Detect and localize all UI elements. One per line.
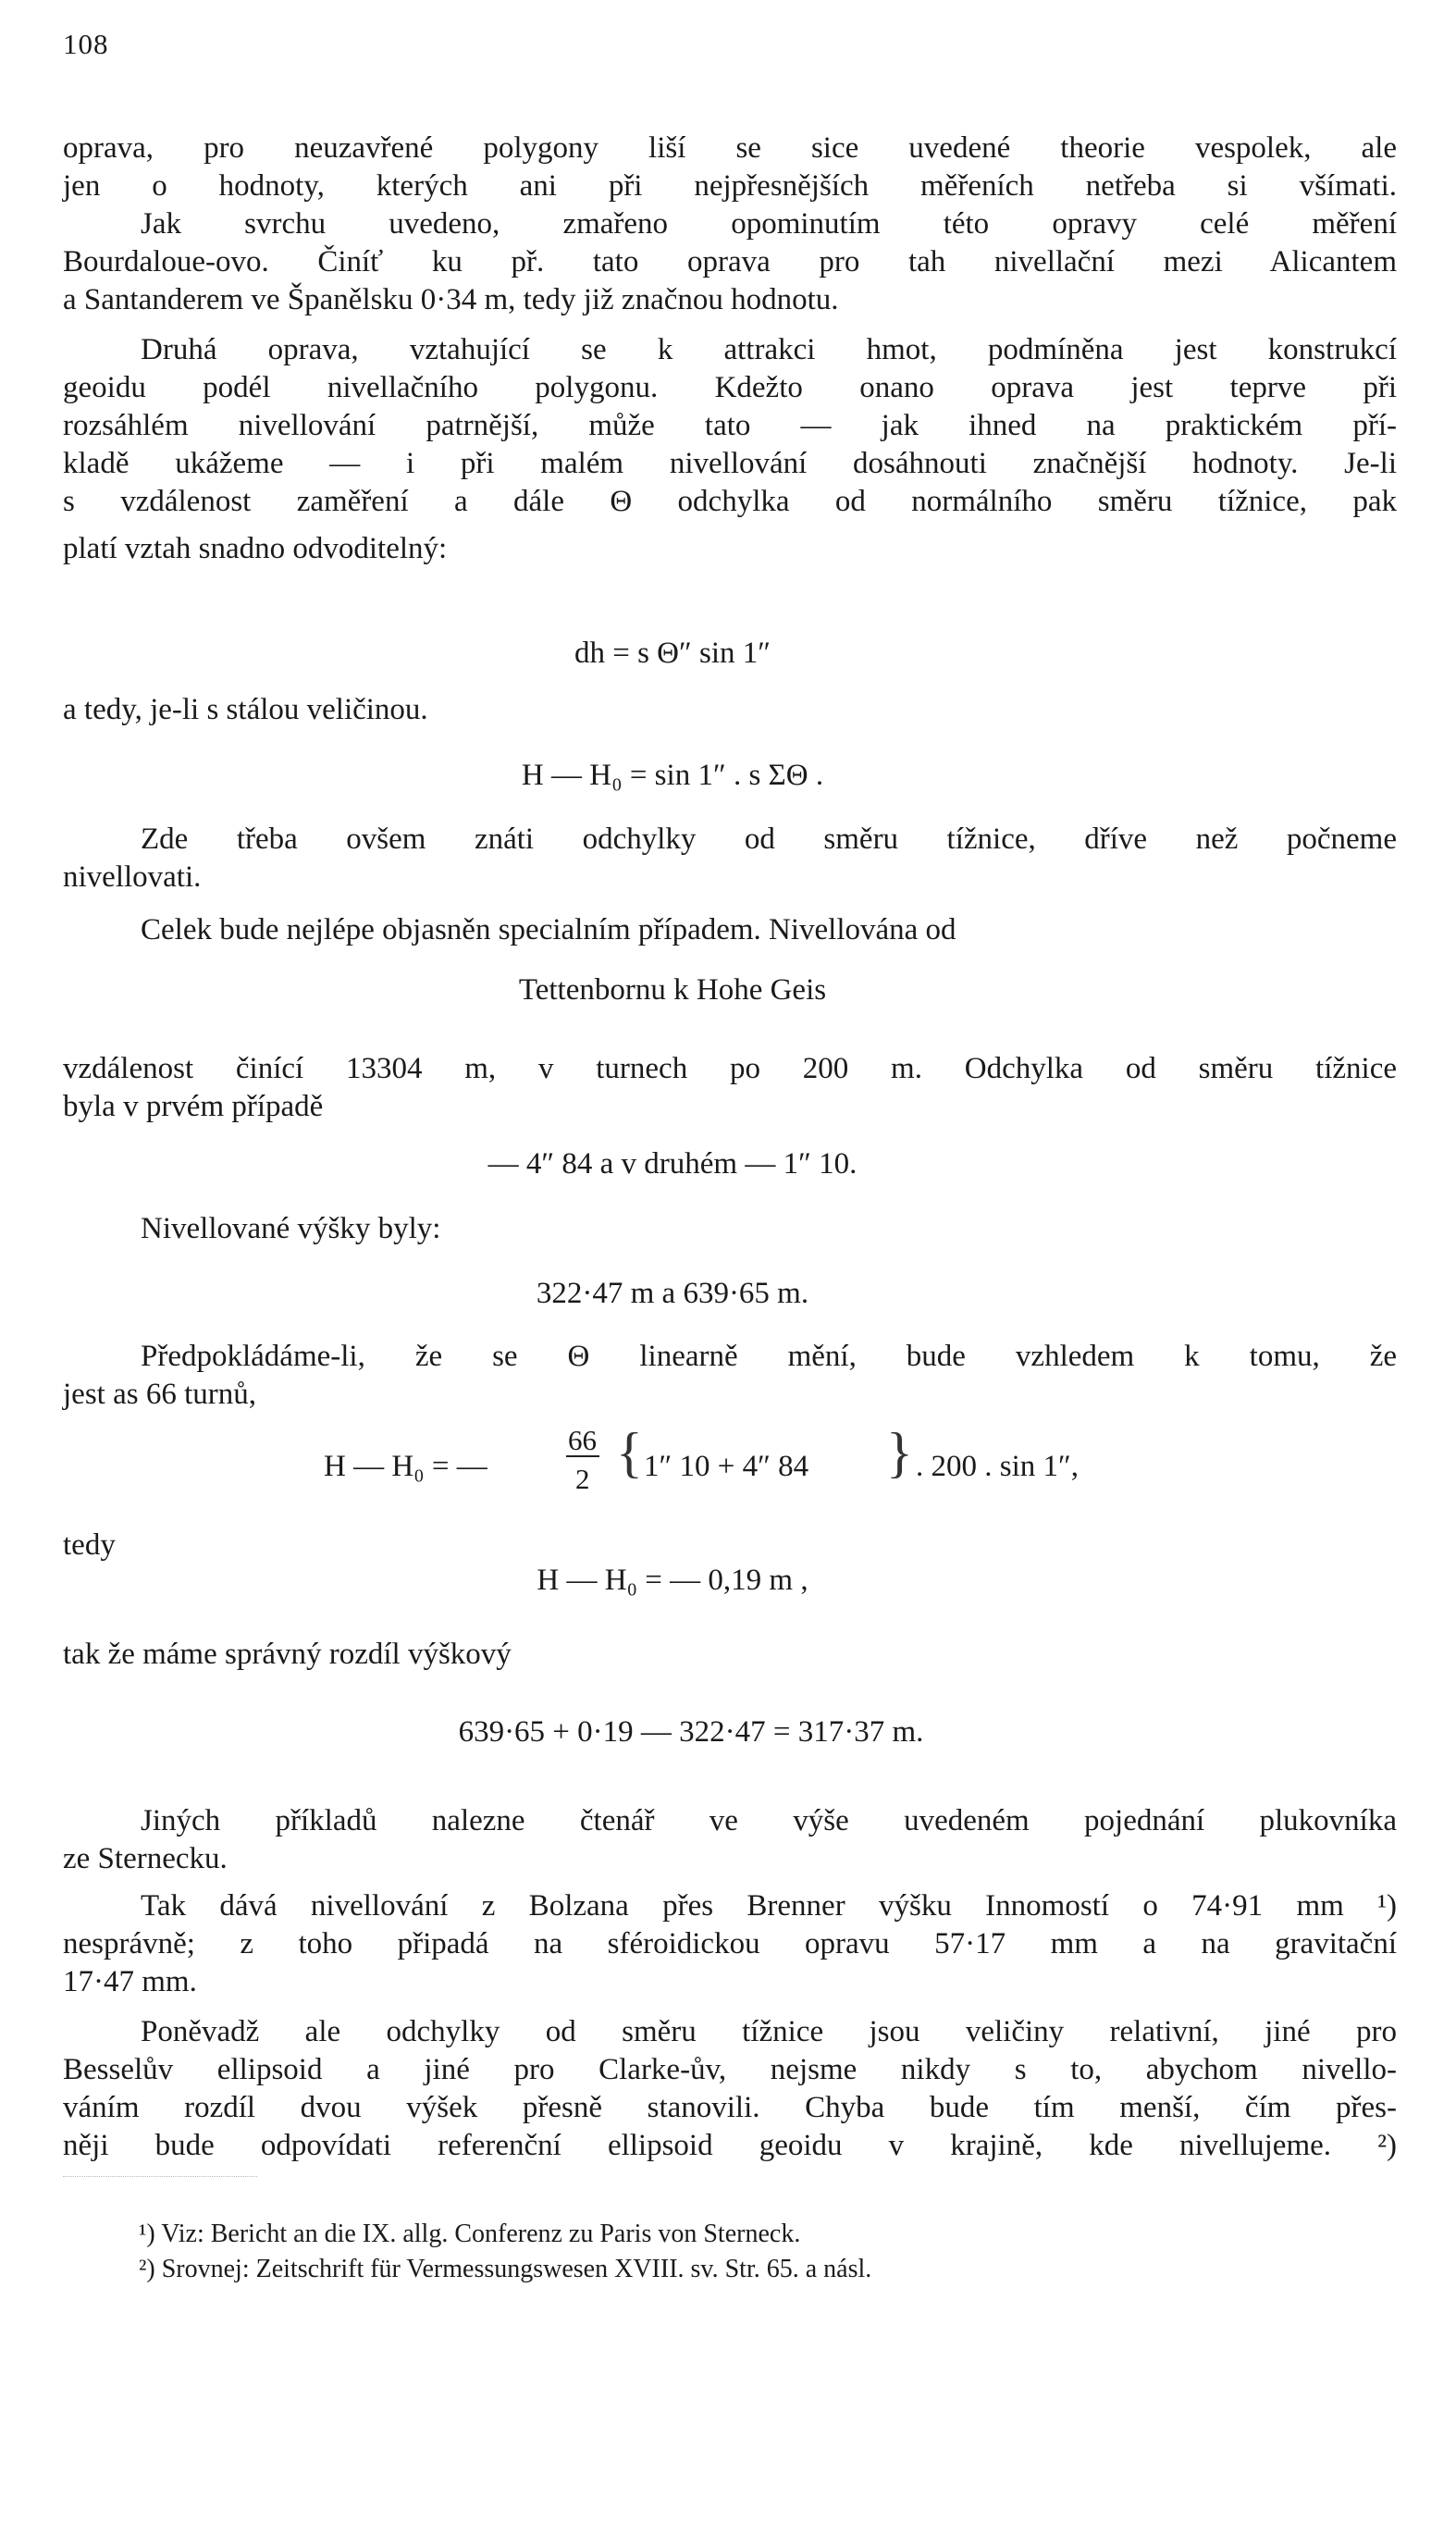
text-line: Nivellované výšky byly:	[141, 1212, 441, 1245]
text-line: tedy	[63, 1528, 116, 1562]
brace-inner: 1″ 10 + 4″ 84	[644, 1450, 809, 1483]
deviation-values: — 4″ 84 a v druhém — 1″ 10.	[487, 1147, 858, 1181]
text-line: něji bude odpovídati referenční ellipsoid geoidu v krajině, kde nivellujeme. ²)	[63, 2129, 1397, 2162]
text-line: rozsáhlém nivellování patrnější, může tato — jak ihned na praktickém pří-	[63, 409, 1397, 442]
text-line: Bourdaloue-ovo. Činíť ku př. tato oprava pro tah nivellační mezi Alicantem	[63, 245, 1397, 278]
equation: 639·65 + 0·19 — 322·47 = 317·37 m.	[458, 1715, 924, 1749]
text-line: a Santanderem ve Španělsku 0·34 m, tedy již značnou hodnotu.	[63, 283, 839, 316]
text-line: jen o hodnoty, kterých ani při nejpřesnějších měřeních netřeba si všímati.	[63, 169, 1397, 203]
equation: H — H₀ = — 0,19 m ,	[537, 1564, 808, 1597]
equation: H — H₀ = sin 1″ . s ΣΘ .	[521, 759, 824, 792]
height-values: 322·47 m a 639·65 m.	[536, 1277, 809, 1310]
footnote-separator	[63, 2176, 257, 2177]
text-line: nivellovati.	[63, 860, 202, 894]
fraction-denominator: 2	[575, 1463, 590, 1495]
footnote-1: ¹) Viz: Bericht an die IX. allg. Conferenz zu Paris von Sterneck.	[139, 2220, 801, 2248]
left-brace-glyph: {	[616, 1422, 643, 1483]
text-line: a tedy, je-li s stálou veličinou.	[63, 693, 428, 726]
text-line: nesprávně; z toho připadá na sféroidickou opravu 57·17 mm a na gravitační	[63, 1927, 1397, 1960]
page-number: 108	[63, 28, 109, 60]
equation: dh = s Θ″ sin 1″	[574, 637, 771, 670]
text-line: platí vztah snadno odvoditelný:	[63, 532, 448, 565]
text-line: ze Sternecku.	[63, 1842, 228, 1875]
text-line: Besselův ellipsoid a jiné pro Clarke-ův, nejsme nikdy s to, abychom nivello-	[63, 2053, 1397, 2086]
text-line: s vzdálenost zaměření a dále Θ odchylka od normálního směru tížnice, pak	[63, 485, 1397, 518]
text-line: vzdálenost činící 13304 m, v turnech po 200 m. Odchylka od směru tížnice	[63, 1052, 1397, 1085]
text-line: geoidu podél nivellačního polygonu. Kdežto onano oprava jest teprve při	[63, 371, 1397, 404]
place-names: Tettenbornu k Hohe Geis	[518, 973, 827, 1007]
fraction-numerator: 66	[568, 1424, 597, 1456]
text-line: 17·47 mm.	[63, 1965, 197, 1998]
text-line: tak že máme správný rozdíl výškový	[63, 1638, 512, 1671]
text-line: Poněvadž ale odchylky od směru tížnice jsou veličiny relativní, jiné pro	[141, 2015, 1397, 2048]
text-line: jest as 66 turnů,	[63, 1378, 256, 1411]
right-brace-glyph: }	[886, 1422, 913, 1483]
text-line: Jiných příkladů nalezne čtenář ve výše uvedeném pojednání plukovníka	[141, 1804, 1397, 1837]
text-line: Druhá oprava, vztahující se k attrakci hmot, podmíněna jest konstrukcí	[141, 333, 1397, 366]
equation-lhs: H — H₀ = —	[324, 1450, 487, 1483]
footnote-2: ²) Srovnej: Zeitschrift für Vermessungswesen XVIII. sv. Str. 65. a násl.	[139, 2255, 872, 2283]
text-line: váním rozdíl dvou výšek přesně stanovili. Chyba bude tím menší, čím přes-	[63, 2091, 1397, 2124]
equation-rhs: . 200 . sin 1″,	[916, 1450, 1080, 1483]
fraction-bar	[566, 1455, 599, 1457]
text-line: Tak dává nivellování z Bolzana přes Brenner výšku Innomostí o 74·91 mm ¹)	[141, 1889, 1397, 1923]
text-line: Celek bude nejlépe objasněn specialním případem. Nivellována od	[141, 913, 956, 946]
text-line: Zde třeba ovšem znáti odchylky od směru tížnice, dříve než počneme	[141, 822, 1397, 856]
text-line: Jak svrchu uvedeno, zmařeno opominutím této opravy celé měření	[141, 207, 1397, 241]
text-line: oprava, pro neuzavřené polygony liší se sice uvedené theorie vespolek, ale	[63, 131, 1397, 165]
text-line: Předpokládáme-li, že se Θ linearně mění, bude vzhledem k tomu, že	[141, 1340, 1397, 1373]
text-line: kladě ukážeme — i při malém nivellování dosáhnouti značnější hodnoty. Je-li	[63, 447, 1397, 480]
text-line: byla v prvém případě	[63, 1090, 324, 1123]
